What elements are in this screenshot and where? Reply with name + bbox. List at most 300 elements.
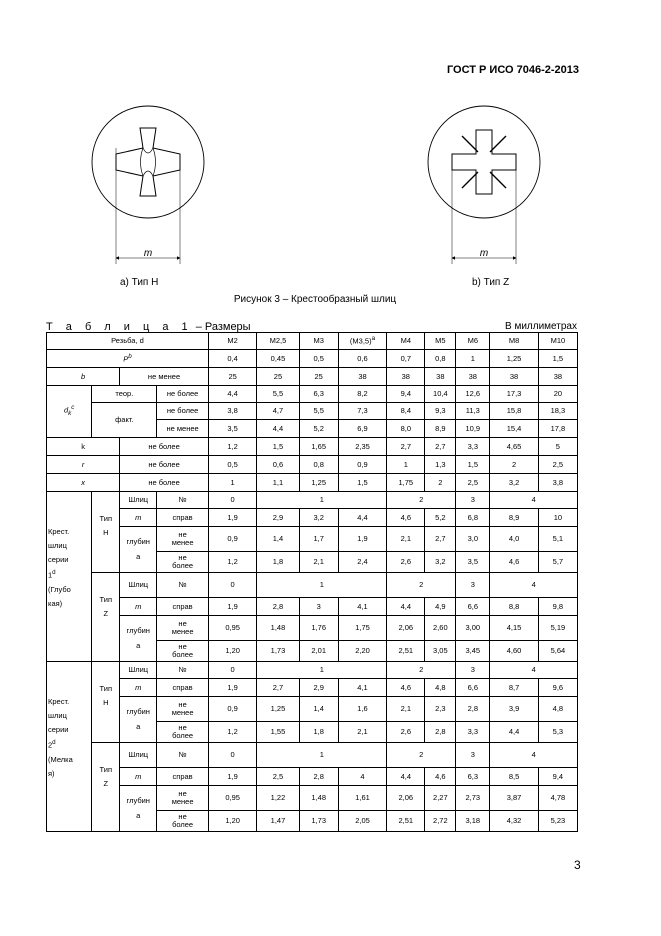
- value-cell: 5,3: [538, 722, 577, 743]
- condition-cell: [157, 786, 209, 811]
- slot-label-cell: Шлиц: [120, 743, 157, 768]
- slot-label-cell: Шлиц: [120, 573, 157, 598]
- value-cell: 1,5: [257, 438, 299, 456]
- depth-label-cell: [120, 616, 157, 662]
- value-cell: 5,1: [538, 527, 577, 552]
- condition-cell: не менее: [157, 420, 209, 438]
- cell-text: не: [178, 619, 187, 629]
- value-cell: 2,1: [387, 697, 425, 722]
- value-cell: 1,20: [208, 641, 256, 662]
- condition-cell: не менее: [120, 368, 209, 386]
- cell-text: менее: [171, 708, 194, 717]
- value-cell: 3,5: [208, 420, 256, 438]
- value-cell: 3,9: [490, 697, 538, 722]
- value-cell: 8,2: [338, 386, 386, 403]
- cell-text: глубин: [126, 625, 150, 635]
- table-row: [47, 786, 578, 811]
- cell-text: менее: [171, 538, 194, 547]
- value-cell: 4,65: [490, 438, 538, 456]
- value-cell: 8,4: [387, 403, 425, 420]
- cell-text: H: [103, 528, 109, 538]
- cell-text: не: [178, 530, 187, 540]
- value-cell: 1,22: [257, 786, 299, 811]
- value-cell: 2,27: [425, 786, 456, 811]
- p-label: P: [123, 354, 129, 364]
- value-cell: 1,5: [338, 474, 386, 492]
- value-cell: 8,9: [425, 420, 456, 438]
- value-cell: 3,87: [490, 786, 538, 811]
- value-cell: 5,2: [299, 420, 338, 438]
- value-cell: 1,8: [299, 722, 338, 743]
- value-cell: 2,3: [425, 697, 456, 722]
- condition-cell: не более: [120, 438, 209, 456]
- value-cell: 1,2: [208, 722, 256, 743]
- value-cell: 3,5: [456, 552, 490, 573]
- dimension-label-m-right: m: [479, 248, 489, 259]
- num-label-cell: №: [157, 662, 209, 679]
- size-header-cell: M6: [456, 333, 490, 350]
- value-cell: 3,45: [456, 641, 490, 662]
- value-cell: 3,0: [456, 527, 490, 552]
- value-cell: 38: [338, 368, 386, 386]
- value-cell: 1,47: [257, 811, 299, 832]
- slot-number-cell: 3: [456, 743, 490, 768]
- cell-text: более: [172, 650, 194, 659]
- value-cell: 2,4: [338, 552, 386, 573]
- size-header-cell: M10: [538, 333, 577, 350]
- value-cell: 9,8: [538, 598, 577, 616]
- slot-number-cell: 2: [387, 573, 456, 598]
- table-row: [47, 743, 578, 768]
- table-row: [47, 768, 578, 786]
- value-cell: 1,20: [208, 811, 256, 832]
- type-cell: [92, 662, 120, 743]
- value-cell: 38: [490, 368, 538, 386]
- cell-text: (Глубо: [48, 585, 71, 594]
- value-cell: 4,4: [257, 420, 299, 438]
- value-cell: 1,76: [299, 616, 338, 641]
- value-cell: 1,48: [257, 616, 299, 641]
- value-cell: 5,64: [538, 641, 577, 662]
- value-cell: 1,5: [456, 456, 490, 474]
- value-cell: 9,3: [425, 403, 456, 420]
- figure-cross-recess: [0, 0, 661, 330]
- value-cell: 0,95: [208, 786, 256, 811]
- value-cell: 18,3: [538, 403, 577, 420]
- slot-number-cell: 0: [208, 573, 256, 598]
- value-cell: 0,95: [208, 616, 256, 641]
- size-header-cell: M3: [299, 333, 338, 350]
- value-cell: 2,06: [387, 616, 425, 641]
- value-cell: 2,1: [299, 552, 338, 573]
- m-label-cell: m: [120, 679, 157, 697]
- num-label-cell: №: [157, 743, 209, 768]
- value-cell: 1,55: [257, 722, 299, 743]
- cell-text: не: [178, 642, 187, 652]
- slot-number-cell: 2: [387, 743, 456, 768]
- value-cell: 1,9: [338, 527, 386, 552]
- value-cell: 0,9: [338, 456, 386, 474]
- cell-text: шлиц: [48, 710, 67, 720]
- value-cell: 1,73: [299, 811, 338, 832]
- value-cell: 4,0: [490, 527, 538, 552]
- value-cell: 2,05: [338, 811, 386, 832]
- b-label-cell: b: [47, 368, 120, 386]
- cell-text: – Размеры: [192, 321, 251, 333]
- value-cell: 4,4: [208, 386, 256, 403]
- table-row: [47, 368, 578, 386]
- value-cell: 0,45: [257, 350, 299, 368]
- value-cell: 38: [387, 368, 425, 386]
- value-cell: 4,32: [490, 811, 538, 832]
- depth-label-cell: [120, 697, 157, 743]
- table-row: [47, 527, 578, 552]
- value-cell: 25: [257, 368, 299, 386]
- value-cell: 1: [387, 456, 425, 474]
- dk-label-cell: [47, 386, 92, 438]
- type-cell: [92, 743, 120, 832]
- dk-teor-cell: теор.: [92, 386, 157, 403]
- value-cell: 3,2: [425, 552, 456, 573]
- dk-subscript: k: [68, 410, 72, 418]
- value-cell: 2,51: [387, 641, 425, 662]
- value-cell: 2,73: [456, 786, 490, 811]
- value-cell: 2,1: [338, 722, 386, 743]
- condition-cell: [157, 527, 209, 552]
- cell-text: а: [136, 722, 141, 732]
- value-cell: 2,8: [456, 697, 490, 722]
- value-cell: 1: [456, 350, 490, 368]
- slot-number-cell: 3: [456, 573, 490, 598]
- condition-cell: [157, 722, 209, 743]
- size-header-cell: M2,5: [257, 333, 299, 350]
- slot-number-cell: 4: [490, 743, 578, 768]
- m-label-cell: m: [120, 768, 157, 786]
- ref-label-cell: справ: [157, 768, 209, 786]
- cell-text: Крест.: [48, 526, 70, 536]
- value-cell: 3: [299, 598, 338, 616]
- m-label-cell: m: [120, 598, 157, 616]
- condition-cell: [157, 641, 209, 662]
- depth-label-cell: [120, 786, 157, 832]
- table-row: [47, 573, 578, 598]
- value-cell: 0,6: [257, 456, 299, 474]
- value-cell: 3,3: [456, 438, 490, 456]
- cell-text: d: [52, 739, 56, 747]
- slot-number-cell: 1: [257, 662, 387, 679]
- value-cell: 8,8: [490, 598, 538, 616]
- cell-text: Тип: [99, 684, 113, 693]
- value-cell: 8,7: [490, 679, 538, 697]
- table-row: [47, 598, 578, 616]
- cell-text: а: [136, 552, 141, 562]
- table-row: [47, 438, 578, 456]
- value-cell: 2,01: [299, 641, 338, 662]
- value-cell: 2,5: [456, 474, 490, 492]
- value-cell: 5: [538, 438, 577, 456]
- value-cell: 6,3: [299, 386, 338, 403]
- value-cell: 38: [538, 368, 577, 386]
- value-cell: 1,6: [338, 697, 386, 722]
- slot-number-cell: 0: [208, 662, 256, 679]
- value-cell: 20: [538, 386, 577, 403]
- cell-text: а: [136, 641, 141, 651]
- cell-text: более: [172, 731, 194, 740]
- value-cell: 10,4: [425, 386, 456, 403]
- value-cell: 4,15: [490, 616, 538, 641]
- value-cell: 8,0: [387, 420, 425, 438]
- p-footnote: b: [128, 352, 132, 360]
- m-label-cell: m: [120, 509, 157, 527]
- slot-number-cell: 3: [456, 662, 490, 679]
- caption-type-h: а) Тип H: [120, 277, 159, 288]
- value-cell: 2,9: [299, 679, 338, 697]
- value-cell: 3,2: [490, 474, 538, 492]
- value-cell: 10: [538, 509, 577, 527]
- value-cell: 4,4: [387, 598, 425, 616]
- dimension-label-m-left: m: [143, 248, 153, 259]
- value-cell: 9,4: [387, 386, 425, 403]
- value-cell: 1,48: [299, 786, 338, 811]
- cell-text: шлиц: [48, 540, 67, 550]
- value-cell: 6,3: [456, 768, 490, 786]
- value-cell: 3,8: [208, 403, 256, 420]
- value-cell: 0,8: [299, 456, 338, 474]
- value-cell: 1,3: [425, 456, 456, 474]
- type-cell: [92, 492, 120, 573]
- value-cell: 0,4: [208, 350, 256, 368]
- series-label-cell: [47, 492, 92, 662]
- value-cell: 1,75: [387, 474, 425, 492]
- value-cell: 0,5: [299, 350, 338, 368]
- caption-type-z: b) Тип Z: [472, 277, 510, 288]
- value-cell: 38: [425, 368, 456, 386]
- cell-text: 2: [48, 740, 53, 750]
- dk-label: d: [63, 405, 69, 415]
- value-cell: 2,9: [257, 509, 299, 527]
- value-cell: 38: [456, 368, 490, 386]
- value-cell: 1,5: [538, 350, 577, 368]
- slot-number-cell: 1: [257, 492, 387, 509]
- recess-type-z-drawing: [428, 106, 540, 264]
- value-cell: 17,3: [490, 386, 538, 403]
- value-cell: 0,8: [425, 350, 456, 368]
- table-row: [47, 697, 578, 722]
- ref-label-cell: справ: [157, 509, 209, 527]
- value-cell: 2,8: [299, 768, 338, 786]
- value-cell: 3,05: [425, 641, 456, 662]
- dk-footnote: c: [71, 404, 75, 412]
- page-number: 3: [574, 858, 581, 872]
- value-cell: 4,6: [425, 768, 456, 786]
- value-cell: 7,3: [338, 403, 386, 420]
- value-cell: 4,78: [538, 786, 577, 811]
- table-row: [47, 509, 578, 527]
- value-cell: 4,8: [425, 679, 456, 697]
- condition-cell: [157, 697, 209, 722]
- figure-title: Рисунок 3 – Крестообразный шлиц: [233, 294, 397, 305]
- value-cell: 8,9: [490, 509, 538, 527]
- slot-label-cell: Шлиц: [120, 492, 157, 509]
- value-cell: 4,6: [490, 552, 538, 573]
- value-cell: 1,75: [338, 616, 386, 641]
- cell-text: не: [178, 812, 187, 822]
- value-cell: 0,9: [208, 697, 256, 722]
- value-cell: 2,5: [538, 456, 577, 474]
- cell-text: серии: [48, 555, 69, 564]
- value-cell: 6,9: [338, 420, 386, 438]
- size-header-cell: M2: [208, 333, 256, 350]
- value-cell: 1,25: [490, 350, 538, 368]
- condition-cell: [157, 811, 209, 832]
- value-cell: 25: [299, 368, 338, 386]
- table-row: [47, 492, 578, 509]
- value-cell: 2,35: [338, 438, 386, 456]
- value-cell: 4,4: [387, 768, 425, 786]
- table-row: [47, 456, 578, 474]
- value-cell: 1,4: [257, 527, 299, 552]
- table-units: В миллиметрах: [505, 321, 577, 332]
- k-label-cell: k: [47, 438, 120, 456]
- value-cell: 8,5: [490, 768, 538, 786]
- type-cell: [92, 573, 120, 662]
- cell-text: d: [52, 569, 56, 577]
- value-cell: 3,18: [456, 811, 490, 832]
- condition-cell: не более: [157, 403, 209, 420]
- dk-fakt-cell: факт.: [92, 403, 157, 438]
- value-cell: 4: [338, 768, 386, 786]
- value-cell: 2,51: [387, 811, 425, 832]
- slot-number-cell: 4: [490, 662, 578, 679]
- thread-header-cell: Резьба, d: [47, 333, 209, 350]
- size-header-cell: M4: [387, 333, 425, 350]
- slot-number-cell: 4: [490, 492, 578, 509]
- value-cell: 5,5: [299, 403, 338, 420]
- num-label-cell: №: [157, 492, 209, 509]
- condition-cell: не более: [157, 386, 209, 403]
- value-cell: 1,61: [338, 786, 386, 811]
- value-cell: 9,4: [538, 768, 577, 786]
- slot-number-cell: 2: [387, 492, 456, 509]
- value-cell: 3,8: [538, 474, 577, 492]
- cell-text: Тип: [99, 514, 113, 523]
- cell-text: менее: [171, 797, 194, 806]
- cell-text: H: [103, 698, 109, 708]
- x-label-cell: x: [47, 474, 120, 492]
- cell-text: Крест.: [48, 696, 70, 706]
- cell-text: глубин: [126, 536, 150, 546]
- ref-label-cell: справ: [157, 679, 209, 697]
- value-cell: 4,9: [425, 598, 456, 616]
- value-cell: 2,5: [257, 768, 299, 786]
- size-label: (M3,5): [349, 336, 372, 346]
- dimensions-table: [46, 332, 578, 832]
- slot-number-cell: 0: [208, 743, 256, 768]
- value-cell: 1: [208, 474, 256, 492]
- size-header-cell: [338, 333, 386, 350]
- slot-label-cell: Шлиц: [120, 662, 157, 679]
- cell-text: серии: [48, 725, 69, 734]
- value-cell: 1,2: [208, 552, 256, 573]
- value-cell: 4,6: [387, 679, 425, 697]
- table-row: [47, 350, 578, 368]
- table-row: [47, 679, 578, 697]
- slot-number-cell: 1: [257, 573, 387, 598]
- cell-text: более: [172, 820, 194, 829]
- value-cell: 0,9: [208, 527, 256, 552]
- value-cell: 2,60: [425, 616, 456, 641]
- p-label-cell: [47, 350, 209, 368]
- value-cell: 1,9: [208, 509, 256, 527]
- cell-text: Z: [103, 609, 109, 619]
- value-cell: 1,25: [299, 474, 338, 492]
- value-cell: 1,73: [257, 641, 299, 662]
- cell-text: (Мелка: [48, 755, 73, 764]
- value-cell: 0,7: [387, 350, 425, 368]
- slot-number-cell: 4: [490, 573, 578, 598]
- condition-cell: не более: [120, 456, 209, 474]
- cell-text: 1: [48, 570, 53, 580]
- value-cell: 1,7: [299, 527, 338, 552]
- value-cell: 2,8: [425, 722, 456, 743]
- value-cell: 4,7: [257, 403, 299, 420]
- value-cell: 5,7: [538, 552, 577, 573]
- size-header-cell: M8: [490, 333, 538, 350]
- value-cell: 4,1: [338, 598, 386, 616]
- cell-text: а: [136, 811, 141, 821]
- value-cell: 3,2: [299, 509, 338, 527]
- slot-number-cell: 2: [387, 662, 456, 679]
- value-cell: 2,8: [257, 598, 299, 616]
- value-cell: 17,8: [538, 420, 577, 438]
- value-cell: 15,8: [490, 403, 538, 420]
- cell-text: Тип: [99, 595, 113, 604]
- ref-label-cell: справ: [157, 598, 209, 616]
- depth-label-cell: [120, 527, 157, 573]
- value-cell: 1,4: [299, 697, 338, 722]
- value-cell: 4,4: [490, 722, 538, 743]
- value-cell: 2,20: [338, 641, 386, 662]
- cell-text: глубин: [126, 795, 150, 805]
- cell-text: более: [172, 561, 194, 570]
- value-cell: 1,8: [257, 552, 299, 573]
- r-label-cell: r: [47, 456, 120, 474]
- cell-text: не: [178, 700, 187, 710]
- size-footnote: а: [371, 335, 376, 343]
- condition-cell: [157, 616, 209, 641]
- value-cell: 12,6: [456, 386, 490, 403]
- table-row: [47, 386, 578, 403]
- value-cell: 9,6: [538, 679, 577, 697]
- table-row: [47, 403, 578, 420]
- value-cell: 2,6: [387, 722, 425, 743]
- condition-cell: [157, 552, 209, 573]
- cell-text: я): [48, 769, 55, 779]
- value-cell: 5,2: [425, 509, 456, 527]
- table-row: [47, 333, 578, 350]
- value-cell: 2,7: [387, 438, 425, 456]
- value-cell: 1,9: [208, 679, 256, 697]
- cell-text: кая): [48, 599, 63, 609]
- cell-text: менее: [171, 627, 194, 636]
- size-header-cell: M5: [425, 333, 456, 350]
- value-cell: 2: [425, 474, 456, 492]
- value-cell: 4,8: [538, 697, 577, 722]
- value-cell: 4,60: [490, 641, 538, 662]
- value-cell: 4,6: [387, 509, 425, 527]
- value-cell: 1,25: [257, 697, 299, 722]
- value-cell: 2: [490, 456, 538, 474]
